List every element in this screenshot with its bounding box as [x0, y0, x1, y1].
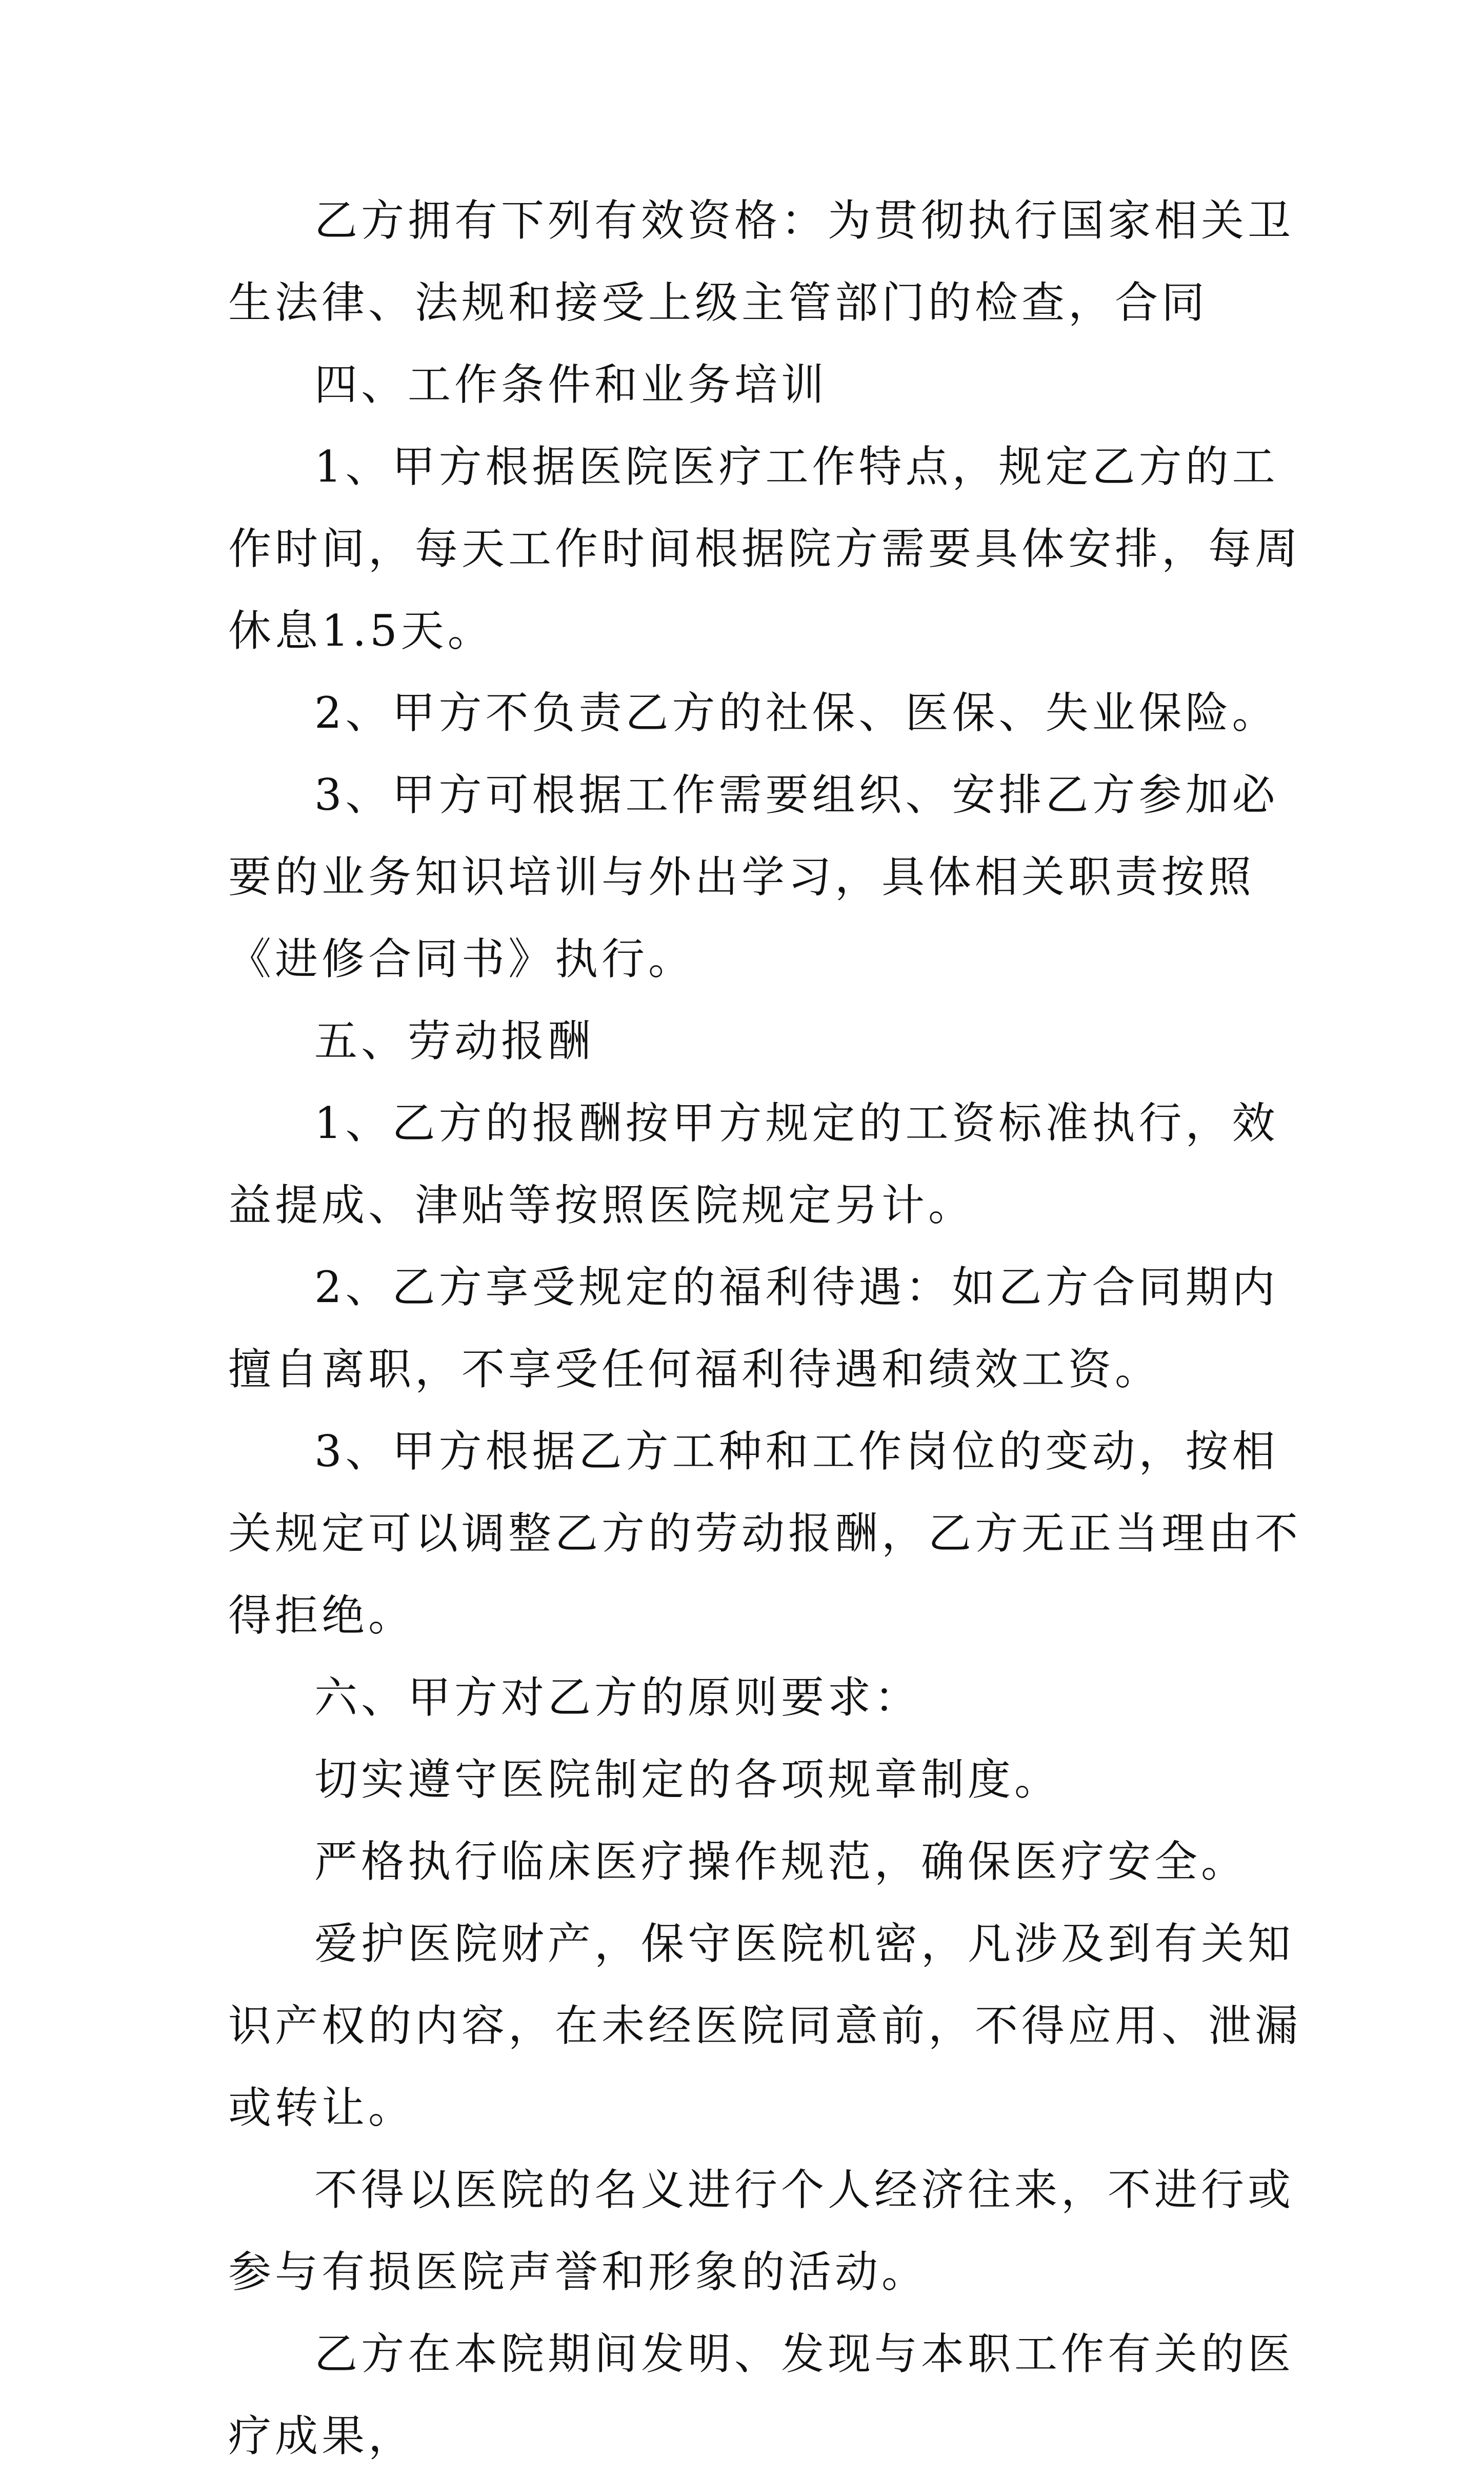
heading-remuneration: 五、劳动报酬 [314, 1016, 595, 1066]
requirement-inventions: 乙方在本院期间发明、发现与本职工作有关的医疗成果， [228, 2329, 1295, 2461]
paragraph-benefits: 2、乙方享受规定的福利待遇：如乙方合同期内擅自离职，不享受任何福利待遇和绩效工资。 [228, 1262, 1279, 1394]
paragraph-salary: 1、乙方的报酬按甲方规定的工资标准执行，效益提成、津贴等按照医院规定另计。 [228, 1098, 1279, 1230]
paragraph-work-hours: 1、甲方根据医院医疗工作特点，规定乙方的工作时间，每天工作时间根据院方需要具体安排，每周休息1.5天。 [228, 442, 1302, 656]
heading-work-conditions: 四、工作条件和业务培训 [314, 359, 828, 410]
paragraph-insurance: 2、甲方不负责乙方的社保、医保、失业保险。 [314, 688, 1279, 738]
document-body [228, 179, 1305, 2477]
requirement-confidentiality: 爱护医院财产，保守医院机密，凡涉及到有关知识产权的内容，在未经医院同意前，不得应用、泄漏或转让。 [228, 1919, 1302, 2133]
requirement-reputation: 不得以医院的名义进行个人经济往来，不进行或参与有损医院声誉和形象的活动。 [228, 2165, 1295, 2297]
paragraph-training: 3、甲方可根据工作需要组织、安排乙方参加必要的业务知识培训与外出学习，具体相关职责按照《进修合同书》执行。 [228, 770, 1279, 984]
requirement-rules: 切实遵守医院制定的各项规章制度。 [314, 1754, 1061, 1805]
paragraph-qualification: 乙方拥有下列有效资格：为贯彻执行国家相关卫生法律、法规和接受上级主管部门的检查，合同 [228, 195, 1295, 328]
heading-requirements: 六、甲方对乙方的原则要求： [314, 1672, 921, 1723]
requirement-safety: 严格执行临床医疗操作规范，确保医疗安全。 [314, 1836, 1248, 1887]
paragraph-adjustment: 3、甲方根据乙方工种和工作岗位的变动，按相关规定可以调整乙方的劳动报酬，乙方无正当理由不得拒绝。 [228, 1426, 1302, 1641]
